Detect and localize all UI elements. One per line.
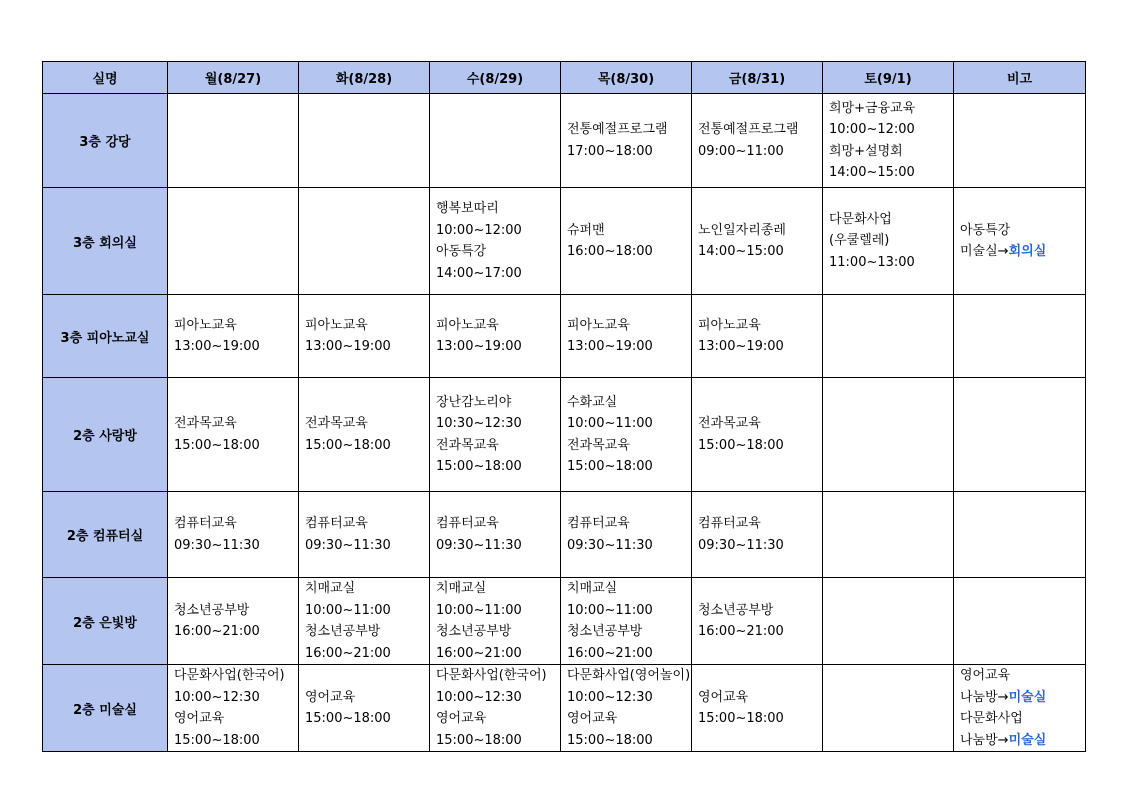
schedule-line <box>305 513 429 535</box>
schedule-text: 13:00~19:00 <box>567 339 653 354</box>
schedule-line <box>698 241 822 263</box>
schedule-line <box>436 336 560 358</box>
schedule-text: 10:00~12:00 <box>436 222 522 238</box>
header-thu: 목(8/30) <box>561 62 692 94</box>
schedule-text: 10:00~12:00 <box>829 122 915 137</box>
header-tue: 화(8/28) <box>299 62 430 94</box>
schedule-cell <box>954 378 1086 492</box>
schedule-line <box>567 621 691 643</box>
schedule-line <box>436 392 560 414</box>
schedule-text: 영어교육 <box>567 711 618 726</box>
schedule-cell <box>692 378 823 492</box>
header-room: 실명 <box>43 62 168 94</box>
schedule-cell <box>692 492 823 578</box>
schedule-text: 10:30~12:30 <box>436 416 522 431</box>
room-name: 2층 은빛방 <box>43 578 168 665</box>
schedule-line <box>305 600 429 622</box>
schedule-line <box>829 119 953 141</box>
schedule-text: 아동특강 <box>960 222 1011 238</box>
schedule-line <box>305 315 429 337</box>
schedule-cell <box>168 492 299 578</box>
schedule-line <box>698 315 822 337</box>
schedule-line <box>567 413 691 435</box>
schedule-text: 15:00~18:00 <box>305 437 391 453</box>
schedule-line <box>305 687 429 709</box>
schedule-text: 나눔방→ <box>960 732 1009 748</box>
schedule-text: 컴퓨터교육 <box>174 516 237 531</box>
schedule-cell <box>823 295 954 378</box>
schedule-text: 노인일자리종레 <box>698 222 786 238</box>
schedule-text: 10:00~11:00 <box>567 416 653 431</box>
schedule-text: 09:30~11:30 <box>174 537 260 553</box>
room-name: 3층 강당 <box>43 94 168 188</box>
schedule-line <box>436 513 560 535</box>
schedule-line <box>698 220 822 242</box>
schedule-text: 희망+금융교육 <box>829 100 916 116</box>
schedule-line <box>567 435 691 457</box>
schedule-line <box>567 643 691 665</box>
schedule-text: 피아노교육 <box>436 317 499 333</box>
schedule-text: 15:00~18:00 <box>174 437 260 453</box>
schedule-line <box>305 435 429 457</box>
schedule-line <box>174 600 298 622</box>
table-row <box>43 578 1086 665</box>
schedule-cell <box>954 578 1086 665</box>
schedule-text: 09:30~11:30 <box>567 537 653 553</box>
schedule-text: 희망+설명회 <box>829 143 903 159</box>
schedule-line <box>436 578 560 600</box>
schedule-line <box>567 241 691 263</box>
schedule-line <box>698 600 822 622</box>
schedule-cell <box>692 578 823 665</box>
schedule-cell <box>954 492 1086 578</box>
schedule-line <box>305 535 429 557</box>
schedule-line <box>829 141 953 163</box>
table-row <box>43 94 1086 188</box>
schedule-text: 나눔방→ <box>960 689 1009 705</box>
schedule-cell <box>168 378 299 492</box>
room-highlight: 미술실 <box>1008 732 1047 748</box>
schedule-line <box>567 119 691 141</box>
schedule-text: 다문화사업(한국어) <box>436 668 547 683</box>
schedule-text: 15:00~18:00 <box>567 459 653 474</box>
schedule-line <box>174 315 298 337</box>
schedule-text: 다문화사업(한국어) <box>174 668 285 683</box>
schedule-text: 치매교실 <box>436 581 487 596</box>
table-row <box>43 665 1086 752</box>
schedule-line <box>305 336 429 358</box>
schedule-line <box>567 708 691 730</box>
schedule-cell <box>692 665 823 752</box>
schedule-text: 장난감노리야 <box>436 394 512 410</box>
schedule-line <box>174 336 298 358</box>
schedule-text: 행복보따리 <box>436 201 499 216</box>
schedule-line <box>305 413 429 435</box>
schedule-text: 16:00~21:00 <box>698 624 784 639</box>
schedule-text: 슈퍼맨 <box>567 222 605 238</box>
room-name: 3층 피아노교실 <box>43 295 168 378</box>
schedule-line <box>174 621 298 643</box>
header-mon: 월(8/27) <box>168 62 299 94</box>
schedule-cell <box>692 295 823 378</box>
schedule-cell <box>954 188 1086 295</box>
schedule-line <box>436 413 560 435</box>
schedule-line <box>698 141 822 163</box>
schedule-text: 14:00~15:00 <box>829 165 915 180</box>
schedule-line <box>174 435 298 457</box>
schedule-line <box>829 98 953 120</box>
schedule-text: 15:00~18:00 <box>698 711 784 726</box>
schedule-cell <box>430 295 561 378</box>
schedule-text: 영어교육 <box>305 689 356 705</box>
schedule-line <box>567 513 691 535</box>
schedule-cell <box>561 188 692 295</box>
room-name: 2층 사랑방 <box>43 378 168 492</box>
schedule-text: 영어교육 <box>174 711 225 726</box>
schedule-line <box>567 315 691 337</box>
room-name: 3층 회의실 <box>43 188 168 295</box>
schedule-cell <box>430 94 561 188</box>
schedule-cell <box>561 578 692 665</box>
schedule-text: 컴퓨터교육 <box>305 516 368 531</box>
schedule-line <box>436 315 560 337</box>
schedule-line <box>436 643 560 665</box>
schedule-cell <box>430 378 561 492</box>
schedule-line <box>436 435 560 457</box>
schedule-text: 15:00~18:00 <box>567 732 653 748</box>
schedule-line <box>174 665 298 687</box>
schedule-text: 15:00~18:00 <box>305 711 391 726</box>
schedule-line <box>567 141 691 163</box>
schedule-text: 전통예절프로그램 <box>698 122 799 137</box>
schedule-cell <box>823 94 954 188</box>
header-row <box>43 62 1086 94</box>
room-highlight: 회의실 <box>1008 244 1047 259</box>
schedule-line <box>829 209 953 231</box>
schedule-text: 아동특강 <box>436 244 487 259</box>
room-name: 2층 컴퓨터실 <box>43 492 168 578</box>
schedule-cell <box>823 578 954 665</box>
schedule-line <box>960 687 1085 709</box>
schedule-line <box>567 392 691 414</box>
schedule-line <box>174 708 298 730</box>
schedule-cell <box>823 492 954 578</box>
schedule-cell <box>954 94 1086 188</box>
schedule-line <box>698 621 822 643</box>
schedule-cell <box>299 94 430 188</box>
schedule-text: 15:00~18:00 <box>436 732 522 748</box>
schedule-text: 미술실→ <box>960 244 1009 259</box>
schedule-text: 14:00~17:00 <box>436 265 522 281</box>
schedule-line <box>567 456 691 478</box>
schedule-text: 수화교실 <box>567 394 618 410</box>
schedule-line <box>174 730 298 752</box>
schedule-cell <box>299 295 430 378</box>
schedule-text: (우쿨렐레) <box>829 233 890 249</box>
schedule-line <box>567 730 691 752</box>
schedule-text: 컴퓨터교육 <box>567 516 630 531</box>
schedule-text: 컴퓨터교육 <box>436 516 499 531</box>
schedule-line <box>436 621 560 643</box>
schedule-cell <box>168 578 299 665</box>
schedule-line <box>436 535 560 557</box>
schedule-cell <box>430 665 561 752</box>
schedule-text: 16:00~21:00 <box>436 645 522 661</box>
schedule-text: 전통예절프로그램 <box>567 122 668 137</box>
schedule-line <box>174 413 298 435</box>
table-row <box>43 188 1086 295</box>
schedule-cell <box>299 188 430 295</box>
schedule-text: 전과목교육 <box>698 416 761 431</box>
schedule-line <box>567 336 691 358</box>
header-fri: 금(8/31) <box>692 62 823 94</box>
schedule-text: 다문화사업 <box>960 711 1023 726</box>
schedule-cell <box>168 295 299 378</box>
schedule-line <box>960 665 1085 687</box>
schedule-cell <box>561 492 692 578</box>
schedule-line <box>436 241 560 263</box>
schedule-cell <box>299 492 430 578</box>
schedule-text: 09:30~11:30 <box>436 537 522 553</box>
schedule-table <box>42 61 1086 752</box>
schedule-line <box>305 643 429 665</box>
schedule-cell <box>561 378 692 492</box>
schedule-text: 치매교실 <box>305 581 356 596</box>
schedule-line <box>436 708 560 730</box>
schedule-text: 치매교실 <box>567 581 618 596</box>
schedule-cell <box>954 665 1086 752</box>
schedule-text: 청소년공부방 <box>305 624 381 639</box>
schedule-text: 09:30~11:30 <box>305 537 391 553</box>
schedule-line <box>436 687 560 709</box>
schedule-line <box>960 220 1085 242</box>
schedule-line <box>829 162 953 184</box>
schedule-text: 16:00~21:00 <box>567 645 653 661</box>
schedule-line <box>436 263 560 285</box>
schedule-text: 전과목교육 <box>436 437 499 453</box>
schedule-text: 전과목교육 <box>567 437 630 453</box>
schedule-cell <box>954 295 1086 378</box>
schedule-line <box>567 687 691 709</box>
table-row <box>43 492 1086 578</box>
schedule-line <box>829 230 953 252</box>
schedule-cell <box>168 94 299 188</box>
schedule-line <box>698 687 822 709</box>
schedule-line <box>436 600 560 622</box>
schedule-text: 13:00~19:00 <box>698 339 784 354</box>
schedule-text: 청소년공부방 <box>174 602 250 618</box>
schedule-cell <box>430 492 561 578</box>
schedule-line <box>829 252 953 274</box>
schedule-text: 15:00~18:00 <box>698 437 784 453</box>
schedule-text: 청소년공부방 <box>567 624 643 639</box>
schedule-text: 영어교육 <box>698 689 749 705</box>
schedule-line <box>567 600 691 622</box>
schedule-line <box>436 220 560 242</box>
schedule-cell <box>299 578 430 665</box>
schedule-cell <box>168 188 299 295</box>
schedule-line <box>960 241 1085 263</box>
schedule-line <box>698 435 822 457</box>
schedule-line <box>698 336 822 358</box>
schedule-line <box>960 708 1085 730</box>
schedule-text: 10:00~12:30 <box>567 689 653 705</box>
schedule-line <box>305 621 429 643</box>
schedule-cell <box>692 188 823 295</box>
schedule-text: 전과목교육 <box>305 416 368 431</box>
schedule-cell <box>561 94 692 188</box>
schedule-text: 영어교육 <box>436 711 487 726</box>
schedule-text: 09:00~11:00 <box>698 143 784 159</box>
schedule-text: 다문화사업 <box>829 211 892 227</box>
schedule-line <box>567 578 691 600</box>
schedule-line <box>174 687 298 709</box>
schedule-text: 피아노교육 <box>174 317 237 333</box>
schedule-line <box>305 708 429 730</box>
schedule-cell <box>561 295 692 378</box>
schedule-line <box>698 119 822 141</box>
schedule-cell <box>823 378 954 492</box>
schedule-line <box>174 535 298 557</box>
schedule-text: 09:30~11:30 <box>698 537 784 553</box>
schedule-text: 피아노교육 <box>567 317 630 333</box>
table-row <box>43 295 1086 378</box>
schedule-text: 13:00~19:00 <box>305 339 391 354</box>
room-name: 2층 미술실 <box>43 665 168 752</box>
schedule-line <box>436 456 560 478</box>
schedule-text: 컴퓨터교육 <box>698 516 761 531</box>
schedule-line <box>698 513 822 535</box>
schedule-text: 10:00~11:00 <box>436 602 522 618</box>
schedule-text: 16:00~18:00 <box>567 244 653 259</box>
schedule-cell <box>430 578 561 665</box>
schedule-text: 13:00~19:00 <box>174 339 260 354</box>
schedule-text: 10:00~12:30 <box>174 689 260 705</box>
schedule-text: 14:00~15:00 <box>698 244 784 259</box>
schedule-text: 15:00~18:00 <box>436 459 522 474</box>
schedule-cell <box>561 665 692 752</box>
header-wed: 수(8/29) <box>430 62 561 94</box>
schedule-text: 10:00~12:30 <box>436 689 522 705</box>
schedule-line <box>436 730 560 752</box>
schedule-cell <box>823 188 954 295</box>
schedule-line <box>174 513 298 535</box>
schedule-text: 청소년공부방 <box>698 602 774 618</box>
schedule-cell <box>823 665 954 752</box>
schedule-line <box>567 665 691 687</box>
schedule-line <box>567 535 691 557</box>
schedule-cell <box>692 94 823 188</box>
schedule-line <box>698 535 822 557</box>
schedule-text: 피아노교육 <box>305 317 368 333</box>
schedule-line <box>698 708 822 730</box>
schedule-line <box>698 413 822 435</box>
schedule-text: 15:00~18:00 <box>174 732 260 748</box>
schedule-text: 11:00~13:00 <box>829 254 915 270</box>
schedule-text: 청소년공부방 <box>436 624 512 639</box>
schedule-text: 13:00~19:00 <box>436 339 522 354</box>
schedule-cell <box>430 188 561 295</box>
schedule-text: 17:00~18:00 <box>567 143 653 159</box>
schedule-text: 다문화사업(영어놀이) <box>567 668 691 683</box>
room-highlight: 미술실 <box>1008 689 1047 705</box>
schedule-line <box>436 198 560 220</box>
schedule-text: 영어교육 <box>960 668 1011 683</box>
schedule-line <box>960 730 1085 752</box>
schedule-text: 16:00~21:00 <box>174 624 260 639</box>
schedule-text: 피아노교육 <box>698 317 761 333</box>
schedule-cell <box>168 665 299 752</box>
schedule-line <box>436 665 560 687</box>
schedule-line <box>567 220 691 242</box>
schedule-text: 16:00~21:00 <box>305 645 391 661</box>
schedule-cell <box>299 665 430 752</box>
schedule-text: 전과목교육 <box>174 416 237 431</box>
schedule-cell <box>299 378 430 492</box>
schedule-text: 10:00~11:00 <box>305 602 391 618</box>
schedule-line <box>305 578 429 600</box>
header-sat: 토(9/1) <box>823 62 954 94</box>
header-note: 비고 <box>954 62 1086 94</box>
schedule-text: 10:00~11:00 <box>567 602 653 618</box>
table-row <box>43 378 1086 492</box>
